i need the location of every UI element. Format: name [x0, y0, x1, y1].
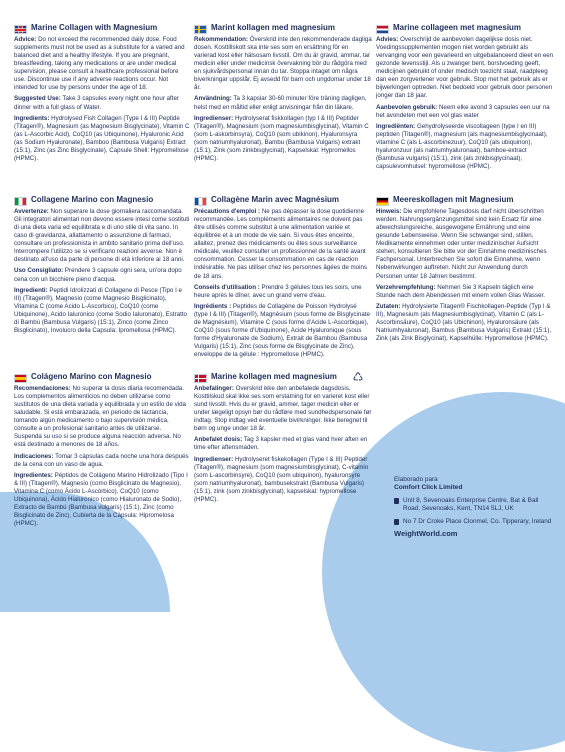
- section-spanish: [14, 373, 190, 531]
- ingredients-text: Gehydrolyseerde viscollageen (type I en III) peptiden (Titagen®), magnesium (als magnesiumbisglycinaat), vitamine C (als L-ascorbinezuur), CoQ10 (als ubiquinon), hyaluronzuur (als natriumhyaluronaat), bamboe-extract (Bambusa vulgaris) (15:1), zink (als zinkbisglycinaat), capsulevomhulsel: hypromellose (HPMC).: [376, 122, 548, 170]
- ingredients-label: Zutaten:: [376, 302, 401, 310]
- use-text: Ta 3 kapslar 30-60 minuter före träning dagligen, helst med en måltid eller enligt anvisningar från din läkare.: [194, 95, 367, 111]
- use-text: Prendere 3 capsule ogni sera, un'ora dopo cena con un bicchiere pieno d'acqua.: [14, 267, 182, 283]
- advice-text: Non superare la dose giornaliera raccomandata. Gli integratori alimentari non devono essere intesi come sostituti di una dieta varia ed equilibrata e di uno stile di vita sano. In caso di gravidanza, allattamento o assunzione di farmaci, consultare un professionista in ambito sanitario prima dell'uso. Interrompere l'utilizzo se si verificano reazioni avverse. Non è destinato all'uso da parte di persone di età inferiore ai 18 anni.: [14, 208, 190, 264]
- use-text: Prendre 3 gélules tous les soirs, une heure après le dîner, avec un grand verre d'eau.: [194, 283, 362, 299]
- advice-label: Avvertenze:: [14, 208, 49, 215]
- website-link[interactable]: WeightWorld.com: [394, 528, 458, 538]
- ingredients-text: Hydrolysierte Titagen® Fischkollagen-Peptide (Typ I & III), Magnesium (als Magnesiumbisglycinat), Vitamin C (als L-Ascorbinsäure), CoQ10 (als Ubichinon), Hyaluronsäure (als Natriumhyaluronat), Bambus (Bambusa Vulgaris) Extrakt (15:1), Zink (als Zink Bisglycinat), Kapselhülle: Hypromellose (HPMC).: [376, 302, 552, 342]
- france-flag-icon: [194, 197, 207, 206]
- ingredients-text: Hydrolyseret fiskekollagen (Type I & III) Peptider (Titagen®), magnesium (som magnesiumbisglycinat), C-vitamin (som L-ascorbinsyre), CoQ10 (som ubiquinon), hyaluronsyre (som natriumhyaluronat), bambusekstrakt (Bambusa Vulgaris) (15:1), zink (som zinkbisglycinat), kapselskal: hypromellose (HPMC).: [194, 455, 369, 503]
- use-label: Conseils d'utilisation :: [194, 283, 260, 291]
- advice-text: Do not exceed the recommended daily dose. Food supplements must not be used as a substitute for a varied and balanced diet and a healthy lifestyle. If you are pregnant, breastfeeding, taking any medications or are under medical supervision, please consult a healthcare professional before use. Discontinue use if any adverse reactions occur. Not intended for use by persons under the age of 18.: [14, 36, 185, 92]
- advice-label: Recomendaciones:: [14, 385, 71, 392]
- recycle-icon: ♺: [352, 370, 364, 384]
- ingredients-text: Hydrolysed Fish Collagen (Type I & III) Peptide (Titagen®), Magnesium (as Magnesium Bisglycinate), Vitamin C (as L-Ascorbic Acid), CoQ10 (as Ubiquinone), Hyaluronic Acid (as Sodium Hyaluronate), Bamboo (Bambusa Vulgaris) Extract (15:1), Zinc (as Zinc Bisglycinate), Capsule Shell: Hypromellose (HPMC).: [14, 114, 190, 162]
- advice-text: Overskrid ikke den anbefalede dagsdosis. Kosttilskud skal ikke ses som erstatning for en varieret kost eller sund livsstil. Hvis du er gravid, ammer, tager medicin eller er under lægeligt opsyn bør du rådføre med sundhedspersonale før indtag. Stop indtag ved eventuelle bivirkninger. Ikke beregnet til børn og unge under 18 år.: [194, 385, 372, 433]
- advice-text: Överskrid inte den rekommenderade dagliga dosen. Kosttillskott ska inte ses som en ersättning för en varierad kost eller hälsosam livsstil. Om du är gravid, ammar, tar medicin eller under medicinsk övervakning bör du rådgöra med en sjukvårdspersonal innan du tar. Stoppa intaget om några biverkningar uppstår. Ej avsedd för barn och ungdomar under 18 år.: [194, 36, 372, 92]
- use-text: Neem elke avond 3 capsules een uur na het avondeten met een vol glas water: [376, 103, 550, 119]
- advice-label: Advice:: [14, 36, 37, 43]
- advice-text: Overschrijd de aanbevolen dagelijkse dosis niet. Voedingssupplementen mogen niet worden gebruikt als vervanging voor een gevarieerd en uitgebalanceerd dieet en een gezonde levensstijl. Als u zwanger bent, borstvoeding geeft, medicijnen gebruikt of onder medisch toezicht staat, raadpleeg dan een zorgverlener voor gebruik. Stop met het gebruik als er bijwerkingen optreden. Niet bedoeld voor gebruik door personen jonger dan 18 jaar.: [376, 36, 554, 100]
- manufacturer-company: Comfort Click Limited: [394, 484, 463, 492]
- ingredients-label: Ingredienser:: [194, 455, 234, 463]
- use-label: Indicaciones:: [14, 452, 54, 460]
- section-french: [194, 196, 372, 362]
- section-title: Meereskollagen mit Magnesium: [393, 195, 514, 204]
- ingredients-label: Ingredienser:: [194, 114, 234, 122]
- use-label: Aanbevolen gebruik:: [376, 103, 438, 111]
- address-uk: Unit 8, Sevenoaks Enterprise Centre, Bat & Ball Road, Sevenoaks, Kent, TN14 5LJ, UK: [403, 496, 539, 513]
- netherlands-flag-icon: [376, 25, 389, 34]
- section-italian: [14, 196, 190, 338]
- use-label: Anbefalet dosis:: [194, 436, 243, 444]
- advice-label: Anbefalinger:: [194, 385, 234, 392]
- manufacturer-intro: Elaborado para: [394, 476, 438, 483]
- ingredients-text: Péptidos de Colágeno Marino Hidrolizado (Tipo I & III) (Titagen®), Magnesio (como Bisglicinato de Magnesio), Vitamina C (como Ácido L-Ascórbico), CoQ10 (como Ubiquinona), Ácido Hialurónico (como Hialuronato de Sodio), Extracto de Bambú (Bambusa vulgaris) (15:1), Zinc (como Bisglicinato de Zinc), Cubierta de la Cápsula: Hipromelosa (HPMC).: [14, 471, 188, 527]
- ingredients-label: Ingredientes:: [14, 471, 53, 479]
- section-danish: [194, 373, 372, 507]
- germany-flag-icon: [376, 197, 389, 206]
- section-english: [14, 24, 190, 166]
- section-title: Marine kollagen med magnesium: [211, 372, 337, 381]
- advice-text: Die empfohlene Tagesdosis darf nicht überschritten werden. Nahrungsergänzungsmittel sind kein Ersatz für eine abwechslungsreiche, ausgewogene Ernährung und eine gesunde Lebensweise. Wenn Sie schwanger sind, stillen, Medikamente einnehmen oder unter medizinischer Aufsicht stehen, konsultieren Sie bitte vor der Einnahme medizinisches Fachpersonal. Unterbrechen Sie sofort die Einnahme, wenn Nebenwirkungen auftreten. Nicht zur Anwendung durch Personen unter 18 Jahren bestimmt.: [376, 208, 547, 280]
- spain-flag-icon: [14, 374, 27, 383]
- section-title: Colágeno Marino con Magnesio: [31, 372, 152, 381]
- use-label: Uso Consigliato:: [14, 267, 64, 275]
- section-title: Marine Collagen with Magnesium: [31, 23, 158, 32]
- use-text: Take 3 capsules every night one hour after dinner with a full glass of Water.: [14, 95, 179, 111]
- use-label: Suggested Use:: [14, 95, 61, 103]
- advice-text: No superar la dosis diaria recomendada. Los complementos alimenticios no deben utilizarse como sustitutos de una dieta variada y equilibrada y un estilo de vida saludable. Si está embarazada, en periodo de lactancia, tomando algún medicamento o bajo supervisión médica, consulte a un profesional sanitario antes de utilizarse. Suspenda su uso si se produce alguna reacción adversa. No está destinado a menores de 18 años.: [14, 385, 186, 449]
- section-title: Collagène Marin avec Magnésium: [211, 195, 340, 204]
- advice-label: Advies:: [376, 36, 399, 43]
- advice-label: Précautions d'emploi :: [194, 208, 261, 215]
- advice-text: Ne pas dépasser la dose quotidienne recommandée. Les compléments alimentaires ne doivent pas être utilisés comme substitut à une alimentation variée et équilibrée et à un mode de vie sain. Si vous êtes enceinte, allaitez, prenez des médicaments ou êtes sous surveillance médicale, veuillez consulter un professionnel de la santé avant consommation. Cesser la consommation en cas de réaction indésirable. Ne pas utiliser chez les personnes âgées de moins de 18 ans.: [194, 208, 368, 280]
- uk-flag-icon: [14, 25, 27, 34]
- ingredients-label: Ingrédients :: [194, 302, 232, 310]
- section-title: Collagene Marino con Magnesio: [31, 195, 154, 204]
- sweden-flag-icon: [194, 25, 207, 34]
- ingredients-text: Hydrolyserat fiskkollagen (typ I & III) Peptider (Titagen®), Magnesium (som magnesiumbisglycinat), Vitamin C (som L-askorbinsyra), CoQ10 (som ubikinon), Hyaluronsyra (som natriumhyaluronat), Bambu (Bambusa Vulgaris) extrakt (15:1), Zink (som zinkbisglycinat), Kapselskal: Hypromellos (HPMC).: [194, 114, 369, 162]
- address-ireland: No 7 Dr Croke Place Clonmel, Co. Tipperary, Ireland: [403, 517, 552, 525]
- advice-label: Rekommendation:: [194, 36, 248, 43]
- ingredients-label: Ingrediënten:: [376, 122, 416, 130]
- use-text: Tag 3 kapsler med et glas vand hver aften en time efter aftensmaden.: [194, 436, 368, 452]
- ingredients-label: Ingredienti:: [14, 286, 48, 294]
- use-label: Användning:: [194, 95, 232, 103]
- advice-label: Hinweis:: [376, 208, 402, 215]
- section-dutch: [376, 24, 554, 174]
- manufacturer-info: [394, 476, 554, 539]
- factory-icon: [394, 498, 399, 504]
- ingredients-text: Peptidi Idrolizzati di Collagene di Pesce (Tipo I e III) (Titagen®), Magnesio (come Magnesio Bisglicinato), Vitamina C (come Acido L-Ascorbico), CoQ10 (come Ubiquinone), Acido Ialuronico (come Sodio Ialuronato), Estratto di Bambù (Bambusa Vulgaris) (15:1), Zinco (come Zinco Bisglicinato), Involucro della Capsula: Ipromellosa (HPMC).: [14, 286, 188, 334]
- factory-icon: [394, 519, 399, 525]
- ingredients-text: Peptides de Collagène de Poisson Hydrolysé (type I & III) (Titagen®), Magnésium (sous forme de Bisglycinate de Magnésium), Vitamine C (sous forme d'Acide L-Ascorbique), CoQ10 (sous forme d'Ubiquinone), Acide Hyaluronique (sous forme d'Hyaluronate de Sodium), Extrait de Bambou (Bambusa Vulgaris) (15:1), Zinc (sous forme de Bisglycinate de Zinc), enveloppe de la gélule : Hypromellose (HPMC).: [194, 302, 370, 359]
- section-german: [376, 196, 554, 346]
- section-title: Marine collageen met magnesium: [393, 23, 522, 32]
- section-swedish: [194, 24, 372, 166]
- italy-flag-icon: [14, 197, 27, 206]
- use-text: Tomar 3 cápsulas cada noche una hora después de la cena con un vaso de agua.: [14, 452, 189, 468]
- ingredients-label: Ingredients:: [14, 114, 50, 122]
- use-label: Verzehrempfehlung:: [376, 283, 436, 291]
- denmark-flag-icon: [194, 374, 207, 383]
- use-text: Nehmen Sie 3 Kapseln täglich eine Stunde nach dem Abendessen mit einem vollen Glas Wasser.: [376, 283, 545, 299]
- section-title: Marint kollagen med magnesium: [211, 23, 336, 32]
